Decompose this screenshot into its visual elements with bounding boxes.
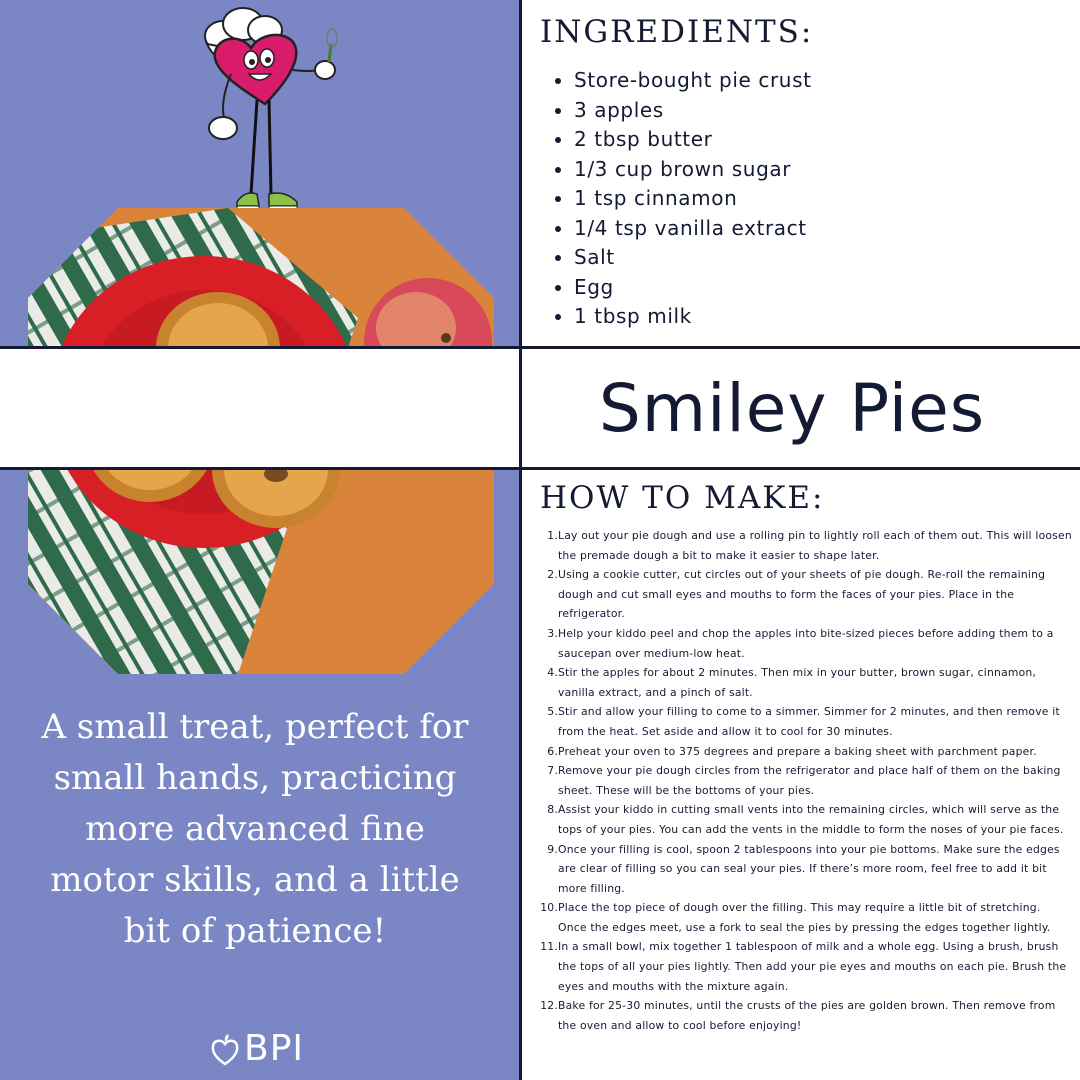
step-number: 3.	[547, 626, 558, 640]
ingredient-item: • 1/4 tsp vanilla extract	[574, 214, 812, 244]
step-text: Stir the apples for about 2 minutes. Then mix in your butter, brown sugar, cinnamon, vanilla extract, and a pinch of salt.	[558, 666, 1037, 699]
step-text: Assist your kiddo in cutting small vents into the remaining circles, which will serve as the tops of your pies. You can add the vents in the middle to form the noses of your pie faces.	[558, 803, 1064, 836]
ingredients-list	[550, 66, 812, 332]
title-band	[0, 346, 1080, 470]
step-number: 2.	[547, 568, 558, 582]
step-number: 11.	[540, 940, 558, 954]
step-number: 1.	[547, 529, 558, 542]
step-item	[540, 702, 1072, 741]
step-text: Bake for 25-30 minutes, until the crusts of the pies are golden brown. Then remove from the oven and allow to cool before enjoying!	[558, 999, 1056, 1032]
heart-chef-mascot-icon	[185, 4, 345, 216]
step-number: 9.	[547, 842, 558, 856]
bpi-logo	[210, 1028, 304, 1069]
ingredient-item: • 2 tbsp butter	[574, 125, 812, 155]
ingredient-item: • 1 tsp cinnamon	[574, 184, 812, 214]
step-item	[540, 937, 1072, 996]
logo-text: BPI	[244, 1028, 305, 1069]
step-text: Remove your pie dough circles from the refrigerator and place half of them on the baking sheet. These will be the bottoms of your pies.	[558, 764, 1061, 797]
step-item	[540, 761, 1072, 800]
vertical-divider	[519, 0, 522, 1080]
step-item	[540, 996, 1072, 1035]
ingredients-heading: INGREDIENTS:	[540, 14, 814, 50]
ingredient-item: • 1/3 cup brown sugar	[574, 155, 812, 185]
ingredient-item: • Egg	[574, 273, 812, 303]
how-to-heading: HOW TO MAKE:	[540, 480, 825, 516]
step-item	[540, 898, 1072, 937]
step-text: In a small bowl, mix together 1 tablespoon of milk and a whole egg. Using a brush, brush the tops of all your pies lightly. Then add your pie eyes and mouths on each pie. Brush the eyes and mouths with the mixture again.	[558, 940, 1067, 993]
ingredient-item: • 1 tbsp milk	[574, 302, 812, 332]
step-text: Once your filling is cool, spoon 2 tablespoons into your pie bottoms. Make sure the edges are clear of filling so you can seal your pies. If there’s more room, feel free to add it bit more filling.	[558, 842, 1060, 895]
step-item	[540, 840, 1072, 899]
step-text: Preheat your oven to 375 degrees and prepare a baking sheet with parchment paper.	[558, 744, 1037, 758]
step-number: 8.	[547, 803, 558, 817]
step-item	[540, 624, 1072, 663]
step-item	[540, 742, 1072, 762]
step-text: Lay out your pie dough and use a rolling pin to lightly roll each of them out. This will loosen the premade dough a bit to make it easier to shape later.	[558, 529, 1072, 562]
ingredient-item: • 3 apples	[574, 96, 812, 126]
step-number: 4.	[547, 666, 558, 680]
step-text: Using a cookie cutter, cut circles out of your sheets of pie dough. Re-roll the remaining dough and cut small eyes and mouths to form the faces of your pies. Place in the refrigerator.	[558, 568, 1046, 621]
step-item	[540, 565, 1072, 624]
step-number: 5.	[547, 705, 558, 719]
step-number: 7.	[547, 764, 558, 778]
step-item	[540, 800, 1072, 839]
apple-heart-icon	[210, 1032, 240, 1066]
step-number: 6.	[547, 744, 558, 758]
step-text: Place the top piece of dough over the filling. This may require a little bit of stretching. Once the edges meet, use a fork to seal the pies by pressing the edges together lightly.	[558, 901, 1051, 934]
step-text: Stir and allow your filling to come to a simmer. Simmer for 2 minutes, and then remove it from the heat. Set aside and allow it to cool for 30 minutes.	[558, 705, 1060, 738]
step-item	[540, 526, 1072, 565]
page-title: Smiley Pies	[598, 369, 986, 447]
ingredient-item: • Salt	[574, 243, 812, 273]
step-number: 12.	[540, 999, 558, 1013]
ingredient-item: • Store-bought pie crust	[574, 66, 812, 96]
tagline: A small treat, perfect for small hands, practicing more advanced fine motor skills, and a little bit of patience!	[41, 707, 469, 951]
step-item	[540, 663, 1072, 702]
step-number: 10.	[540, 901, 558, 915]
steps-list	[540, 526, 1072, 1035]
step-text: Help your kiddo peel and chop the apples into bite-sized pieces before adding them to a saucepan over medium-low heat.	[558, 626, 1054, 660]
